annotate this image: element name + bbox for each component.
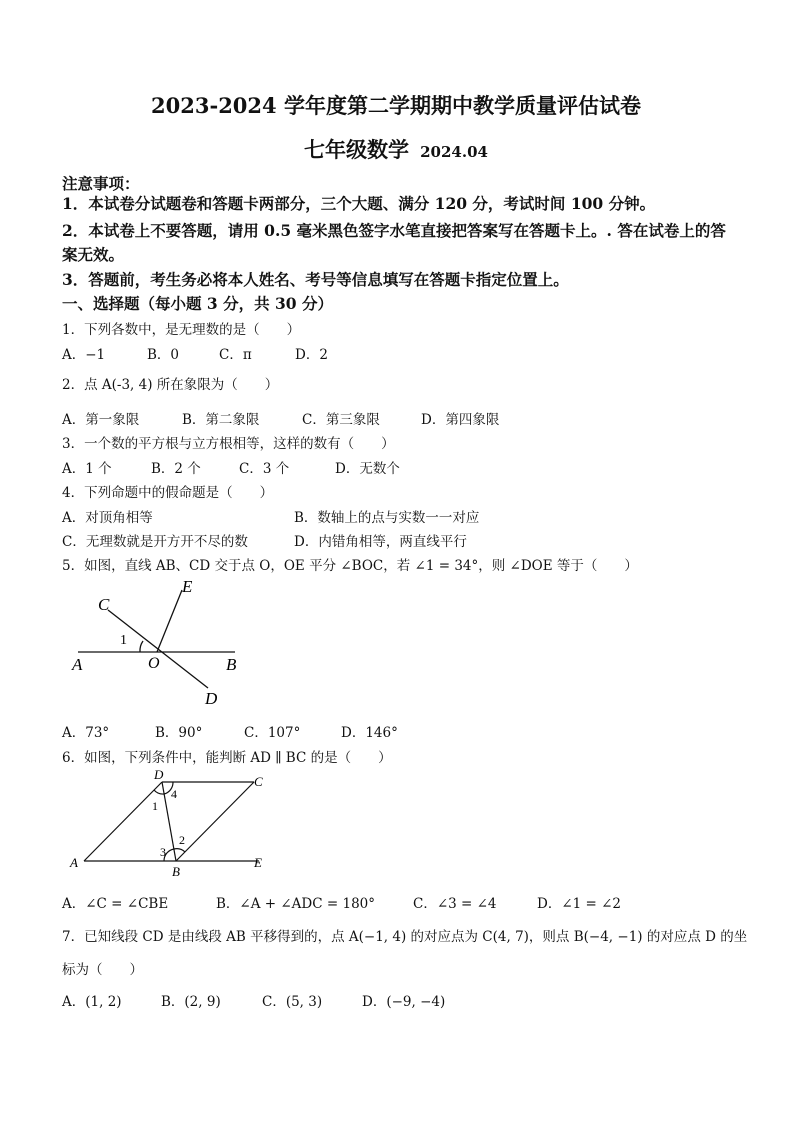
figure-q6 [64, 766, 274, 881]
fig6-line-ad [84, 782, 162, 861]
fig6-label-a: A [70, 855, 78, 870]
q2-option-d: D．第四象限 [421, 412, 500, 428]
q4-option-a: A．对顶角相等 [62, 510, 153, 526]
q5-option-d: D．146° [341, 725, 398, 741]
fig5-label-c: C [98, 595, 110, 614]
fig6-label-1: 1 [152, 799, 158, 813]
question-3-stem: 3．一个数的平方根与立方根相等，这样的数有（ ） [62, 436, 395, 452]
q4-option-d: D．内错角相等，两直线平行 [294, 534, 467, 550]
fig5-label-o: O [148, 655, 160, 672]
fig5-ray-oe [157, 590, 182, 652]
q6-option-a: A．∠C = ∠CBE [62, 896, 169, 912]
q6-option-c: C．∠3 = ∠4 [413, 896, 497, 912]
question-1-stem: 1．下列各数中，是无理数的是（ ） [62, 322, 301, 338]
fig6-label-e: E [254, 855, 262, 870]
q1-option-a: A．−1 [62, 347, 106, 363]
note-item-2: 2．本试卷上不要答题，请用 0.5 毫米黑色签字水笔直接把答案写在答题卡上。. 答在试卷上的答 [62, 221, 726, 240]
q4-option-c: C．无理数就是开方开不尽的数 [62, 534, 248, 550]
q1-option-b: B．0 [147, 347, 180, 363]
fig6-label-c: C [254, 774, 263, 789]
q7-option-a: A．(1, 2) [62, 994, 122, 1010]
fig5-label-d: D [205, 689, 218, 708]
fig6-angle-2-arc [174, 849, 185, 852]
q3-option-d: D．无数个 [335, 461, 400, 477]
q7-option-b: B．(2, 9) [161, 994, 221, 1010]
q3-option-a: A．1 个 [62, 461, 112, 477]
q3-option-c: C．3 个 [239, 461, 290, 477]
q2-option-c: C．第三象限 [302, 412, 380, 428]
fig6-label-d: D [154, 767, 164, 782]
fig5-label-b: B [226, 655, 237, 674]
subject-label: 七年级数学 [304, 137, 410, 162]
q1-option-c: C．π [219, 347, 252, 363]
fig6-label-4: 4 [171, 787, 177, 801]
figure-q5 [70, 578, 260, 708]
note-item-3: 3．答题前，考生务必将本人姓名、考号等信息填写在答题卡指定位置上。 [62, 270, 569, 289]
question-7-stem: 7．已知线段 CD 是由线段 AB 平移得到的，点 A(−1, 4) 的对应点为 C(4, 7)，则点 B(−4, −1) 的对应点 D 的坐 [62, 929, 748, 945]
section-heading: 一、选择题（每小题 3 分，共 30 分） [62, 294, 333, 313]
fig6-label-2: 2 [179, 833, 185, 847]
note-item-2-cont: 案无效。 [62, 245, 125, 264]
q5-option-a: A．73° [62, 725, 110, 741]
fig5-label-e: E [182, 578, 193, 596]
fig6-line-bc [176, 782, 254, 861]
q5-option-b: B．90° [155, 725, 203, 741]
notes-heading: 注意事项： [62, 174, 140, 193]
fig5-label-a: A [72, 655, 83, 674]
q4-option-b: B．数轴上的点与实数一一对应 [294, 510, 480, 526]
exam-date: 2024.04 [420, 143, 488, 161]
exam-title: 2023-2024 学年度第二学期期中教学质量评估试卷 [151, 93, 641, 118]
exam-subtitle [0, 134, 792, 164]
question-5-stem: 5．如图，直线 AB、CD 交于点 O，OE 平分 ∠BOC，若 ∠1 = 34°，则 ∠DOE 等于（ ） [62, 558, 638, 574]
fig6-label-b: B [172, 864, 180, 879]
fig5-angle-1-arc [140, 641, 143, 652]
q7-option-d: D．(−9, −4) [362, 994, 446, 1010]
q1-option-d: D．2 [295, 347, 328, 363]
q5-option-c: C．107° [244, 725, 301, 741]
fig6-angle-1-arc [154, 790, 164, 794]
fig5-label-1: 1 [120, 633, 127, 648]
question-6-stem: 6．如图，下列条件中，能判断 AD ∥ BC 的是（ ） [62, 750, 392, 766]
fig6-label-3: 3 [160, 845, 166, 859]
question-4-stem: 4．下列命题中的假命题是（ ） [62, 485, 274, 501]
note-item-1: 1．本试卷分试题卷和答题卡两部分，三个大题、满分 120 分，考试时间 100 分钟。 [62, 194, 656, 213]
q3-option-b: B．2 个 [151, 461, 201, 477]
question-7-stem-cont: 标为（ ） [62, 962, 143, 978]
question-2-stem: 2．点 A(-3, 4) 所在象限为（ ） [62, 377, 279, 393]
q2-option-a: A．第一象限 [62, 412, 140, 428]
q6-option-b: B．∠A + ∠ADC = 180° [216, 896, 376, 912]
q7-option-c: C．(5, 3) [262, 994, 323, 1010]
q2-option-b: B．第二象限 [182, 412, 260, 428]
q6-option-d: D．∠1 = ∠2 [537, 896, 622, 912]
